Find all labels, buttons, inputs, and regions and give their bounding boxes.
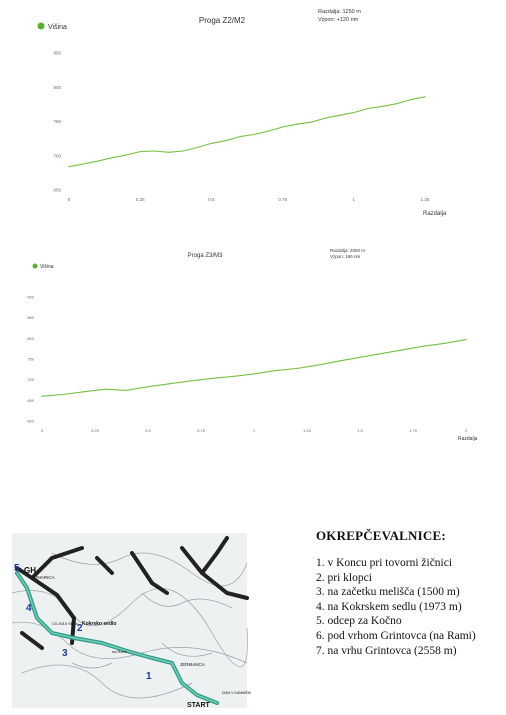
data-point <box>182 150 183 151</box>
legend-label: Višina <box>40 264 54 270</box>
data-point <box>424 96 425 97</box>
y-tick-label: 800 <box>27 335 34 341</box>
refreshment-item: 5. odcep za Kočno <box>316 615 402 628</box>
map-label-ciprnik: C0.2010 SEDL <box>52 621 79 626</box>
refreshment-item: 1. v Koncu pri tovorni žičnici <box>316 557 453 569</box>
y-tick-label: 850 <box>53 50 61 56</box>
route-map-svg <box>12 533 252 709</box>
data-point <box>275 370 276 371</box>
data-point <box>465 339 466 340</box>
refreshment-item: 6. pod vrhom Grintovca (na Rami) <box>316 629 476 642</box>
x-tick-label: 1.75 <box>409 428 417 433</box>
x-tick-label: 0.75 <box>197 428 205 433</box>
data-point <box>211 378 212 379</box>
x-tick-label: 1.25 <box>303 428 311 433</box>
data-point <box>253 373 254 374</box>
elevation-chart-z3 <box>0 240 506 460</box>
data-point <box>83 163 84 164</box>
data-point <box>444 343 445 344</box>
y-tick-label: 650 <box>53 187 61 193</box>
data-point <box>232 376 233 377</box>
data-point <box>41 396 42 397</box>
map-marker-3: 3 <box>62 648 68 659</box>
refreshment-item: 3. na začetku melišča (1500 m) <box>316 586 460 599</box>
chart-info-climb: Vzpon: +120 nm <box>318 17 359 23</box>
refreshments-title: OKREPČEVALNICE: <box>316 528 446 543</box>
data-point <box>239 136 240 137</box>
map-marker-2: 2 <box>77 623 83 634</box>
map-label-kokrsko: Kokrsko sedlo <box>82 621 117 627</box>
x-tick-label: 0 <box>40 428 44 433</box>
map-label-mlinarica: MLINARICA <box>30 575 55 580</box>
refreshments-list <box>316 556 501 658</box>
data-point <box>254 134 255 135</box>
chart-info-climb: Vzpon: 196 nm <box>330 254 361 259</box>
elevation-line <box>42 340 466 397</box>
data-point <box>63 394 64 395</box>
map-label-dom: DOM V KAMNIŠKI <box>222 691 252 695</box>
data-point <box>105 389 106 390</box>
x-tick-label: 0 <box>67 197 71 202</box>
map-label-gh: GH <box>24 566 36 575</box>
data-point <box>68 166 69 167</box>
y-tick-label: 900 <box>27 294 34 300</box>
data-point <box>111 157 112 158</box>
data-point <box>396 103 397 104</box>
refreshment-item: 4. na Kokrskem sedlu (1973 m) <box>316 600 462 613</box>
data-point <box>353 112 354 113</box>
data-point <box>197 147 198 148</box>
data-point <box>410 99 411 100</box>
x-tick-label: 1 <box>252 428 256 433</box>
legend-label: Višina <box>48 24 67 31</box>
x-axis-label: Razdalja <box>458 436 478 442</box>
route-map <box>12 533 252 709</box>
data-point <box>97 161 98 162</box>
legend-swatch <box>38 23 45 30</box>
map-marker-5: 5 <box>14 563 20 574</box>
map-marker-1: 1 <box>146 671 152 682</box>
data-point <box>325 118 326 119</box>
data-point <box>225 140 226 141</box>
y-tick-label: 650 <box>27 397 34 403</box>
data-point <box>382 106 383 107</box>
data-point <box>282 126 283 127</box>
data-point <box>147 386 148 387</box>
data-point <box>140 151 141 152</box>
x-tick-label: 1.5 <box>357 428 363 433</box>
data-point <box>317 365 318 366</box>
map-marker-4: 4 <box>26 603 32 614</box>
x-tick-label: 0.25 <box>135 197 145 202</box>
chart-z3-svg <box>0 240 506 460</box>
data-point <box>381 353 382 354</box>
data-point <box>423 346 424 347</box>
data-point <box>268 131 269 132</box>
data-point <box>311 122 312 123</box>
data-point <box>367 108 368 109</box>
data-point <box>339 115 340 116</box>
map-label-start: START <box>187 702 210 709</box>
data-point <box>402 349 403 350</box>
y-tick-label: 600 <box>27 418 34 424</box>
legend-swatch <box>33 264 38 269</box>
plot-area <box>27 295 468 434</box>
x-tick-label: 1.25 <box>420 197 430 202</box>
x-tick-label: 0.5 <box>145 428 151 433</box>
y-tick-label: 700 <box>53 153 61 159</box>
chart-info-distance: Razdalja: 1250 m <box>318 9 361 15</box>
map-label-na-rami: na Rami <box>112 649 127 654</box>
x-tick-label: 0.5 <box>208 197 215 202</box>
x-tick-label: 0.75 <box>278 197 287 202</box>
data-point <box>168 152 169 153</box>
data-point <box>84 391 85 392</box>
data-point <box>338 361 339 362</box>
chart-title: Proga Z3/M3 <box>187 253 223 259</box>
refreshment-item: 7. na vrhu Grintovca (2558 m) <box>316 644 457 657</box>
plot-area <box>53 51 429 203</box>
data-point <box>296 124 297 125</box>
chart-info-distance: Razdalja: 2050 m <box>330 248 366 253</box>
data-point <box>359 357 360 358</box>
x-tick-label: 1 <box>352 197 356 202</box>
chart-title: Proga Z2/M2 <box>198 16 246 25</box>
map-label-jermanca: JERMANCA <box>180 662 205 667</box>
data-point <box>190 380 191 381</box>
y-tick-label: 750 <box>53 119 61 124</box>
elevation-chart-z2 <box>0 0 506 230</box>
data-point <box>126 390 127 391</box>
y-tick-label: 850 <box>27 315 34 321</box>
y-tick-label: 700 <box>27 377 34 383</box>
data-point <box>125 155 126 156</box>
data-point <box>296 368 297 369</box>
refreshment-item: 2. pri klopci <box>316 571 372 584</box>
data-point <box>211 143 212 144</box>
elevation-line <box>69 97 425 167</box>
x-axis-label: Razdalja <box>423 211 447 217</box>
y-tick-label: 750 <box>27 356 34 362</box>
refreshments-panel <box>316 528 501 658</box>
chart-z2-svg <box>0 0 506 230</box>
x-tick-label: 2 <box>464 428 468 433</box>
data-point <box>169 383 170 384</box>
data-point <box>154 150 155 151</box>
x-tick-label: 0.25 <box>91 428 99 433</box>
y-tick-label: 800 <box>53 84 61 90</box>
